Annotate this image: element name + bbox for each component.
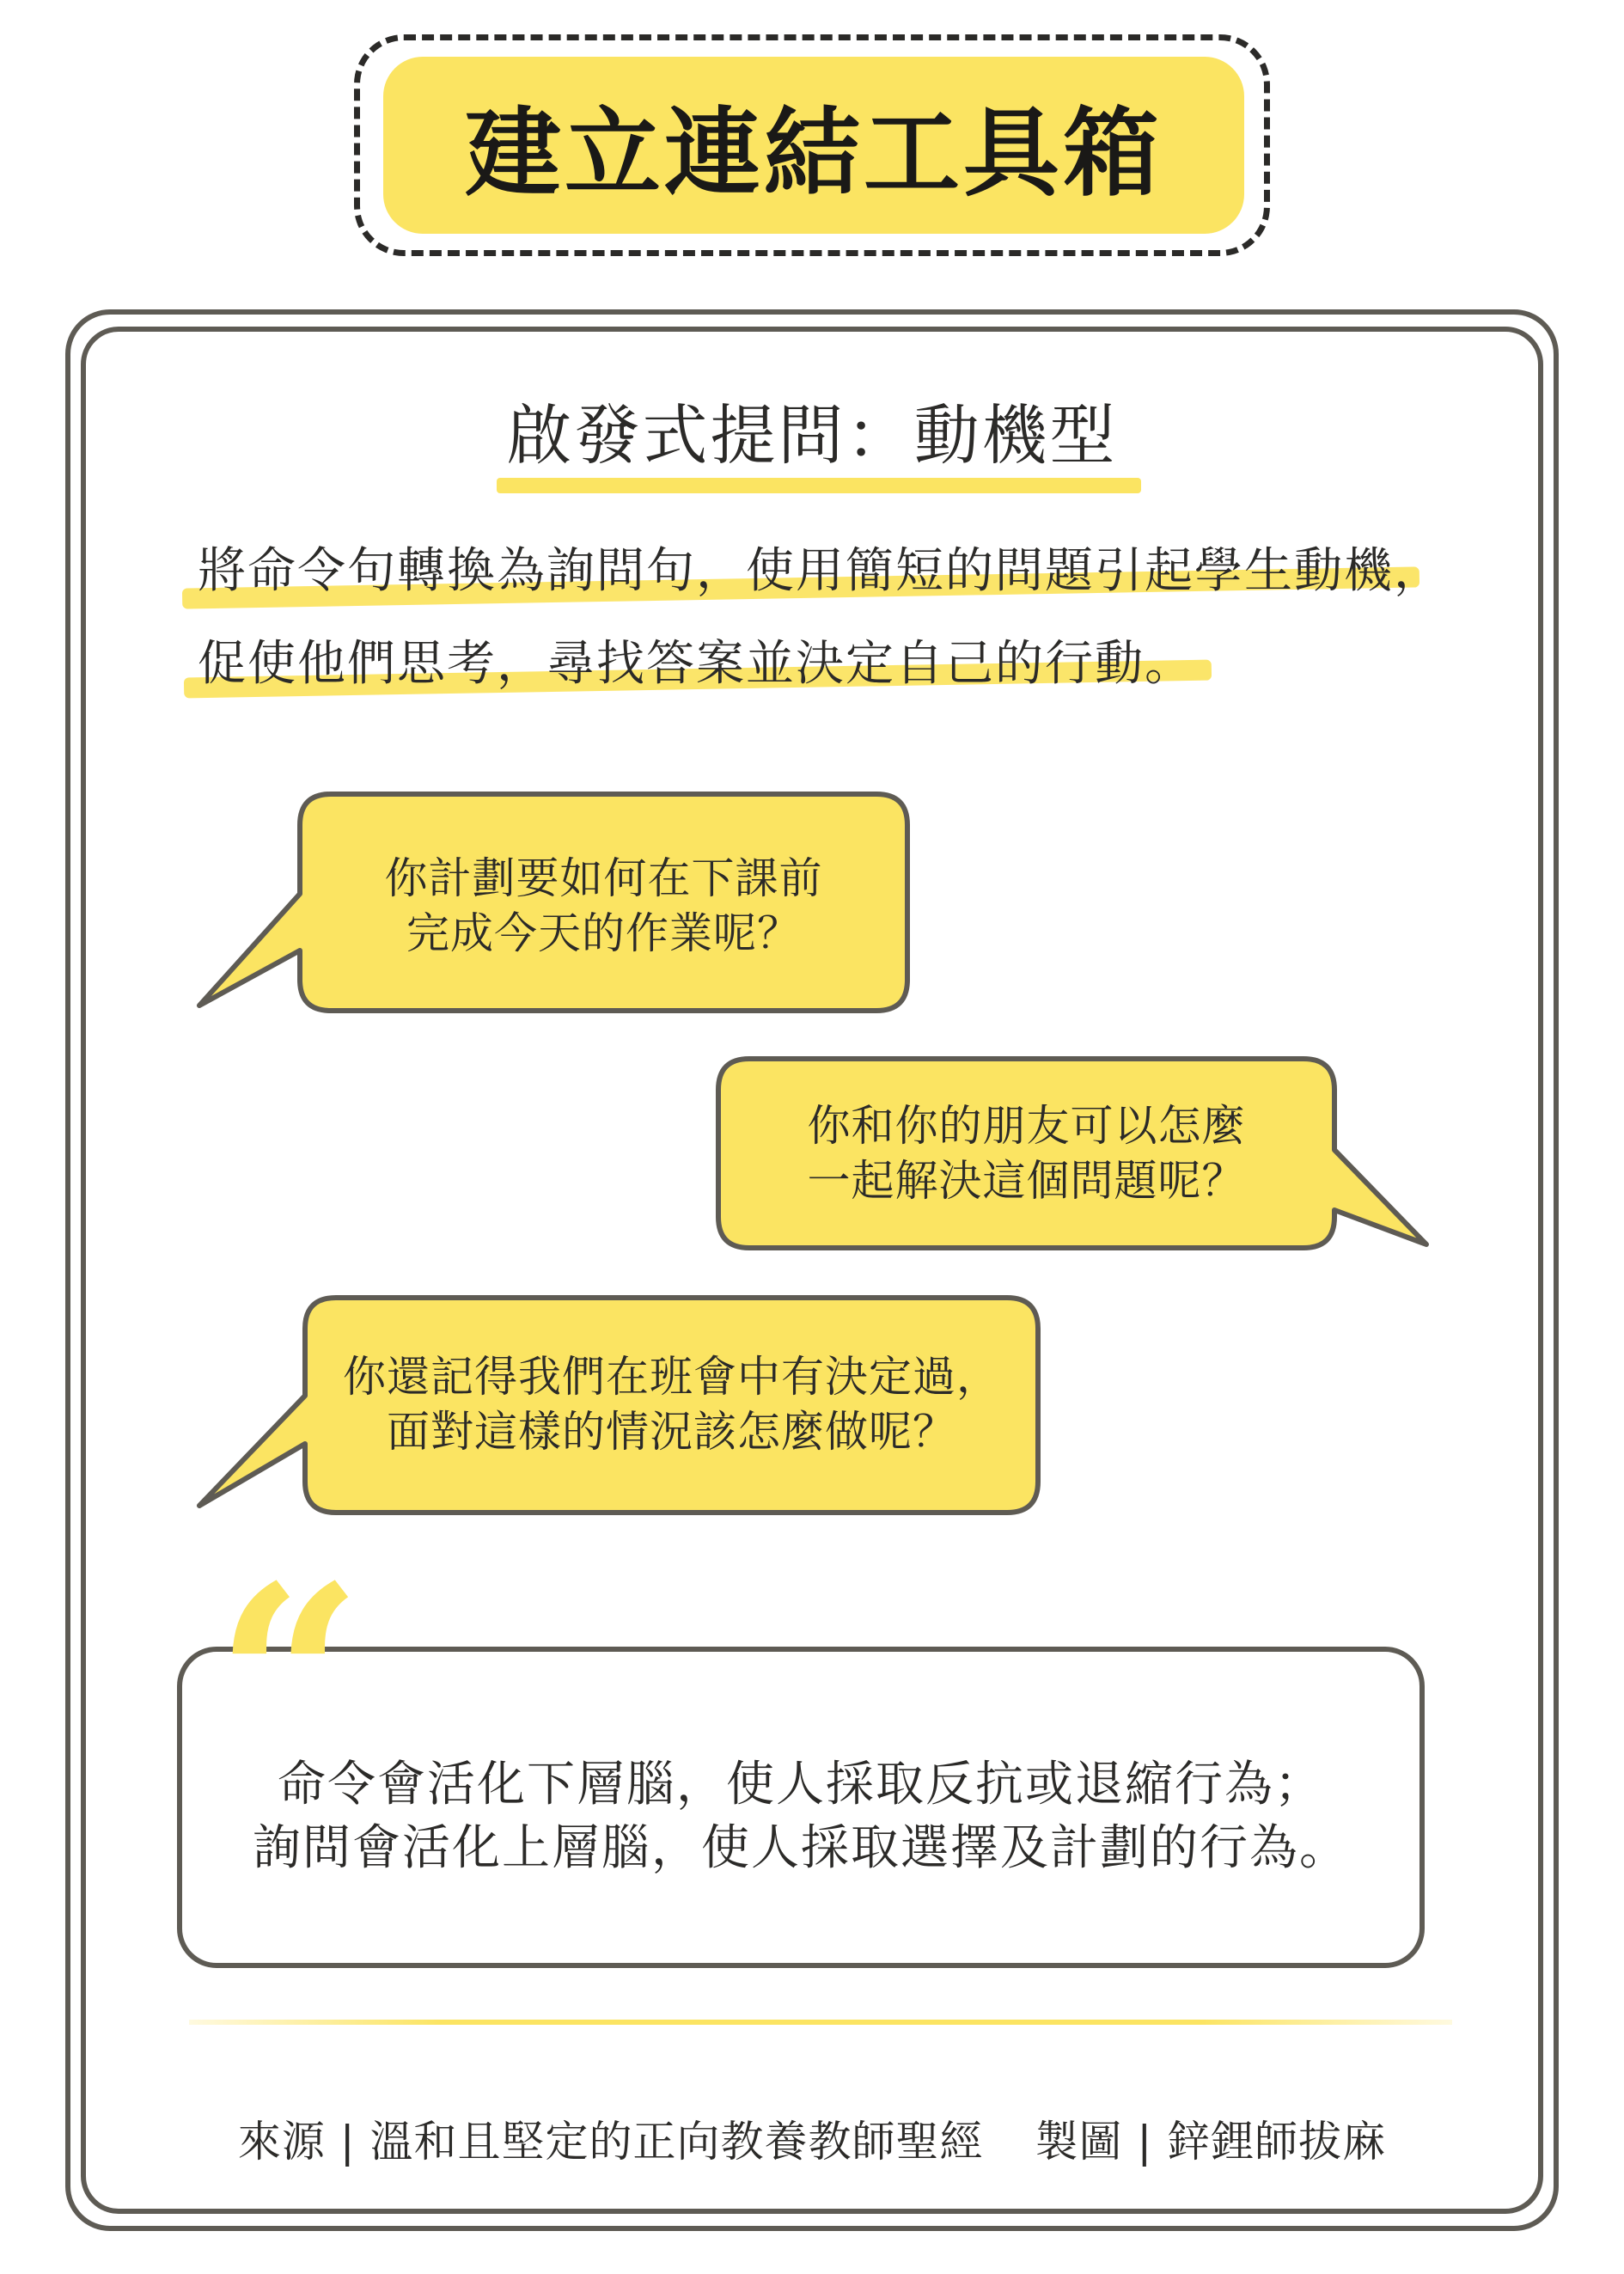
credit-source: 來源 | 溫和且堅定的正向教養教師聖經 <box>237 2117 984 2167</box>
quote-line-2: 詢問會活化上層腦，使人採取選擇及計劃的行為。 <box>253 1820 1349 1876</box>
bubble-2-line-2: 一起解決這個問題呢？ <box>807 1156 1246 1206</box>
bubble-2-line-1: 你和你的朋友可以怎麼 <box>807 1101 1246 1151</box>
page-title: 建立連結工具箱 <box>465 97 1163 210</box>
section-heading: 啟發式提問：動機型 <box>506 397 1118 474</box>
credit-illustration: 製圖 | 鋅鋰師拔麻 <box>1035 2117 1387 2167</box>
bubble-1-line-1: 你計劃要如何在下課前 <box>384 853 823 903</box>
bubble-3-line-2: 面對這樣的情況該怎麼做呢？ <box>387 1407 956 1457</box>
credits <box>0 2107 1624 2169</box>
quote-line-1: 命令會活化下層腦，使人採取反抗或退縮行為； <box>278 1757 1324 1812</box>
bubble-3-text <box>305 1349 1038 1459</box>
intro-line-2: 促使他們思考，尋找答案並決定自己的行動。 <box>198 636 1194 692</box>
quote-mark-icon: “ <box>215 1552 363 1715</box>
intro-line-1: 將命令句轉換為詢問句，使用簡短的問題引起學生動機， <box>198 543 1444 599</box>
footer-divider <box>189 2020 1452 2025</box>
bubble-3-line-1: 你還記得我們在班會中有決定過， <box>343 1352 1000 1402</box>
bubble-1-line-2: 完成今天的作業呢？ <box>406 908 801 958</box>
